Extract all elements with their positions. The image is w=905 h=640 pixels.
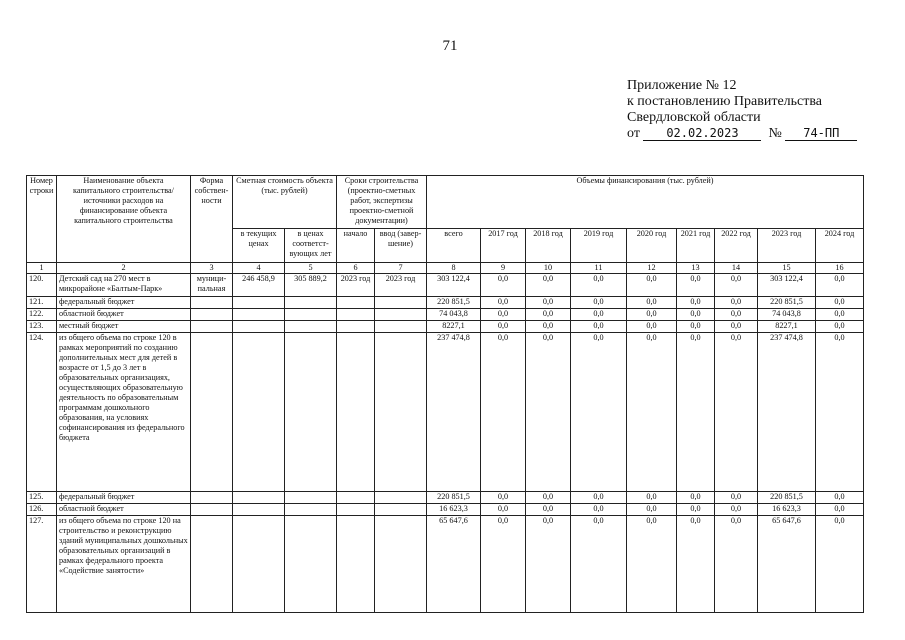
row-number: 124. — [27, 333, 57, 492]
financing-2017: 0,0 — [481, 274, 526, 297]
construction-end — [375, 516, 427, 613]
construction-start: 2023 год — [337, 274, 375, 297]
financing-2024: 0,0 — [816, 504, 864, 516]
row-number: 120. — [27, 274, 57, 297]
financing-2020: 0,0 — [627, 504, 677, 516]
financing-2024: 0,0 — [816, 492, 864, 504]
column-number: 5 — [285, 263, 337, 274]
financing-2024: 0,0 — [816, 274, 864, 297]
cost-relevant-prices — [285, 492, 337, 504]
column-number: 3 — [191, 263, 233, 274]
cost-current-prices — [233, 309, 285, 321]
financing-total: 220 851,5 — [427, 297, 481, 309]
table-row — [27, 309, 864, 321]
header-year: 2019 год — [571, 229, 627, 263]
row-number: 125. — [27, 492, 57, 504]
construction-start — [337, 504, 375, 516]
header-num: Номер строки — [27, 176, 57, 263]
financing-2017: 0,0 — [481, 309, 526, 321]
row-number: 127. — [27, 516, 57, 613]
financing-2019: 0,0 — [571, 321, 627, 333]
construction-end — [375, 492, 427, 504]
construction-end: 2023 год — [375, 274, 427, 297]
construction-start — [337, 492, 375, 504]
header-name: Наименование объекта капитального строительства/ источники расходов на финансирование объекта капитального строительства — [57, 176, 191, 263]
financing-2019: 0,0 — [571, 297, 627, 309]
object-name: областной бюджет — [57, 504, 191, 516]
financing-2020: 0,0 — [627, 309, 677, 321]
ownership-form — [191, 504, 233, 516]
construction-end — [375, 321, 427, 333]
financing-2019: 0,0 — [571, 274, 627, 297]
financing-2022: 0,0 — [715, 274, 758, 297]
financing-2019: 0,0 — [571, 516, 627, 613]
number-prefix: № — [768, 126, 782, 141]
construction-start — [337, 333, 375, 492]
appendix-block — [627, 78, 857, 142]
financing-2018: 0,0 — [526, 297, 571, 309]
table-row — [27, 274, 864, 297]
appendix-line3: Свердловской области — [627, 110, 761, 125]
financing-2022: 0,0 — [715, 309, 758, 321]
financing-2017: 0,0 — [481, 516, 526, 613]
financing-2018: 0,0 — [526, 333, 571, 492]
financing-2022: 0,0 — [715, 333, 758, 492]
financing-2019: 0,0 — [571, 333, 627, 492]
financing-2020: 0,0 — [627, 297, 677, 309]
financing-2018: 0,0 — [526, 504, 571, 516]
header-terms: Сроки строительства (проектно-сметных работ, экспертизы проектно-сметной документации) — [337, 176, 427, 229]
header-estimate-current: в текущих ценах — [233, 229, 285, 263]
date-prefix: от — [627, 126, 640, 141]
object-name: местный бюджет — [57, 321, 191, 333]
cost-current-prices: 246 458,9 — [233, 274, 285, 297]
construction-end — [375, 309, 427, 321]
table-row — [27, 297, 864, 309]
financing-total: 220 851,5 — [427, 492, 481, 504]
construction-start — [337, 309, 375, 321]
financing-2023: 16 623,3 — [758, 504, 816, 516]
cost-relevant-prices — [285, 516, 337, 613]
row-number: 123. — [27, 321, 57, 333]
cost-relevant-prices: 305 889,2 — [285, 274, 337, 297]
row-number: 126. — [27, 504, 57, 516]
header-total: всего — [427, 229, 481, 263]
financing-2019: 0,0 — [571, 492, 627, 504]
financing-2017: 0,0 — [481, 504, 526, 516]
financing-table — [26, 175, 864, 613]
appendix-date-line — [627, 126, 857, 142]
financing-2019: 0,0 — [571, 504, 627, 516]
cost-current-prices — [233, 516, 285, 613]
object-name: федеральный бюджет — [57, 297, 191, 309]
column-number: 15 — [758, 263, 816, 274]
resolution-number: 74-ПП — [785, 126, 857, 141]
financing-2021: 0,0 — [677, 309, 715, 321]
financing-2021: 0,0 — [677, 297, 715, 309]
header-year: 2024 год — [816, 229, 864, 263]
financing-2023: 303 122,4 — [758, 274, 816, 297]
financing-2021: 0,0 — [677, 504, 715, 516]
header-estimate-relevant: в ценах соответст-вующих лет — [285, 229, 337, 263]
construction-end — [375, 297, 427, 309]
financing-2022: 0,0 — [715, 321, 758, 333]
header-ownership: Форма собствен-ности — [191, 176, 233, 263]
column-number: 8 — [427, 263, 481, 274]
column-number: 9 — [481, 263, 526, 274]
financing-total: 16 623,3 — [427, 504, 481, 516]
object-name: из общего объема по строке 120 в рамках мероприятий по созданию дополнительных мест для детей в возрасте от 1,5 до 3 лет в образовательных организациях, осуществляющих образовательную деятельность по образовательным программам дошкольного образования, на условиях софинансирования из федерального бюджета — [57, 333, 191, 492]
ownership-form — [191, 333, 233, 492]
column-number: 16 — [816, 263, 864, 274]
financing-total: 65 647,6 — [427, 516, 481, 613]
cost-current-prices — [233, 504, 285, 516]
table-row — [27, 321, 864, 333]
ownership-form — [191, 516, 233, 613]
financing-2018: 0,0 — [526, 492, 571, 504]
financing-2023: 65 647,6 — [758, 516, 816, 613]
financing-total: 74 043,8 — [427, 309, 481, 321]
cost-current-prices — [233, 492, 285, 504]
construction-end — [375, 504, 427, 516]
column-number: 14 — [715, 263, 758, 274]
ownership-form — [191, 492, 233, 504]
header-estimate: Сметная стоимость объекта (тыс. рублей) — [233, 176, 337, 229]
ownership-form — [191, 321, 233, 333]
financing-2020: 0,0 — [627, 321, 677, 333]
financing-2020: 0,0 — [627, 492, 677, 504]
cost-relevant-prices — [285, 333, 337, 492]
financing-2020: 0,0 — [627, 274, 677, 297]
financing-2022: 0,0 — [715, 492, 758, 504]
row-number: 122. — [27, 309, 57, 321]
financing-2018: 0,0 — [526, 309, 571, 321]
column-number: 6 — [337, 263, 375, 274]
object-name: из общего объема по строке 120 на строительство и реконструкцию зданий муниципальных дошкольных образовательных организаций в рамках федерального проекта «Содействие занятости» — [57, 516, 191, 613]
financing-2019: 0,0 — [571, 309, 627, 321]
column-number: 4 — [233, 263, 285, 274]
financing-2022: 0,0 — [715, 516, 758, 613]
header-year: 2017 год — [481, 229, 526, 263]
ownership-form — [191, 297, 233, 309]
resolution-date: 02.02.2023 — [643, 126, 761, 141]
financing-2018: 0,0 — [526, 321, 571, 333]
financing-total: 303 122,4 — [427, 274, 481, 297]
financing-2024: 0,0 — [816, 309, 864, 321]
object-name: федеральный бюджет — [57, 492, 191, 504]
financing-2023: 220 851,5 — [758, 297, 816, 309]
object-name: областной бюджет — [57, 309, 191, 321]
column-number: 2 — [57, 263, 191, 274]
column-number: 11 — [571, 263, 627, 274]
header-terms-end: ввод (завер-шение) — [375, 229, 427, 263]
table-row — [27, 516, 864, 613]
cost-relevant-prices — [285, 504, 337, 516]
page-number: 71 — [442, 38, 458, 54]
financing-2022: 0,0 — [715, 504, 758, 516]
financing-2021: 0,0 — [677, 333, 715, 492]
financing-2021: 0,0 — [677, 274, 715, 297]
row-number: 121. — [27, 297, 57, 309]
financing-2020: 0,0 — [627, 333, 677, 492]
column-number: 10 — [526, 263, 571, 274]
table-row — [27, 504, 864, 516]
ownership-form — [191, 309, 233, 321]
construction-end — [375, 333, 427, 492]
financing-2024: 0,0 — [816, 321, 864, 333]
cost-current-prices — [233, 297, 285, 309]
appendix-line2: к постановлению Правительства — [627, 94, 823, 109]
financing-2024: 0,0 — [816, 333, 864, 492]
financing-2022: 0,0 — [715, 297, 758, 309]
header-row-1 — [27, 176, 864, 229]
column-number: 13 — [677, 263, 715, 274]
financing-2017: 0,0 — [481, 492, 526, 504]
header-year: 2018 год — [526, 229, 571, 263]
construction-start — [337, 516, 375, 613]
column-number: 12 — [627, 263, 677, 274]
financing-2020: 0,0 — [627, 516, 677, 613]
header-year: 2020 год — [627, 229, 677, 263]
cost-relevant-prices — [285, 321, 337, 333]
financing-2017: 0,0 — [481, 297, 526, 309]
cost-relevant-prices — [285, 309, 337, 321]
table-row — [27, 333, 864, 492]
ownership-form: муници-пальная — [191, 274, 233, 297]
header-financing: Объемы финансирования (тыс. рублей) — [427, 176, 864, 229]
financing-total: 8227,1 — [427, 321, 481, 333]
column-number: 1 — [27, 263, 57, 274]
financing-2017: 0,0 — [481, 321, 526, 333]
cost-relevant-prices — [285, 297, 337, 309]
column-number: 7 — [375, 263, 427, 274]
financing-2023: 237 474,8 — [758, 333, 816, 492]
cost-current-prices — [233, 321, 285, 333]
financing-2021: 0,0 — [677, 321, 715, 333]
financing-2023: 8227,1 — [758, 321, 816, 333]
financing-total: 237 474,8 — [427, 333, 481, 492]
header-year: 2021 год — [677, 229, 715, 263]
construction-start — [337, 297, 375, 309]
column-numbers-row — [27, 263, 864, 274]
financing-2017: 0,0 — [481, 333, 526, 492]
financing-2023: 74 043,8 — [758, 309, 816, 321]
header-terms-start: начало — [337, 229, 375, 263]
object-name: Детский сад на 270 мест в микрорайоне «Балтым-Парк» — [57, 274, 191, 297]
financing-2023: 220 851,5 — [758, 492, 816, 504]
cost-current-prices — [233, 333, 285, 492]
table-row — [27, 492, 864, 504]
financing-2021: 0,0 — [677, 492, 715, 504]
header-year: 2022 год — [715, 229, 758, 263]
financing-2021: 0,0 — [677, 516, 715, 613]
construction-start — [337, 321, 375, 333]
header-year: 2023 год — [758, 229, 816, 263]
financing-2018: 0,0 — [526, 274, 571, 297]
financing-2024: 0,0 — [816, 297, 864, 309]
appendix-title: Приложение № 12 — [627, 78, 737, 93]
financing-2024: 0,0 — [816, 516, 864, 613]
financing-2018: 0,0 — [526, 516, 571, 613]
